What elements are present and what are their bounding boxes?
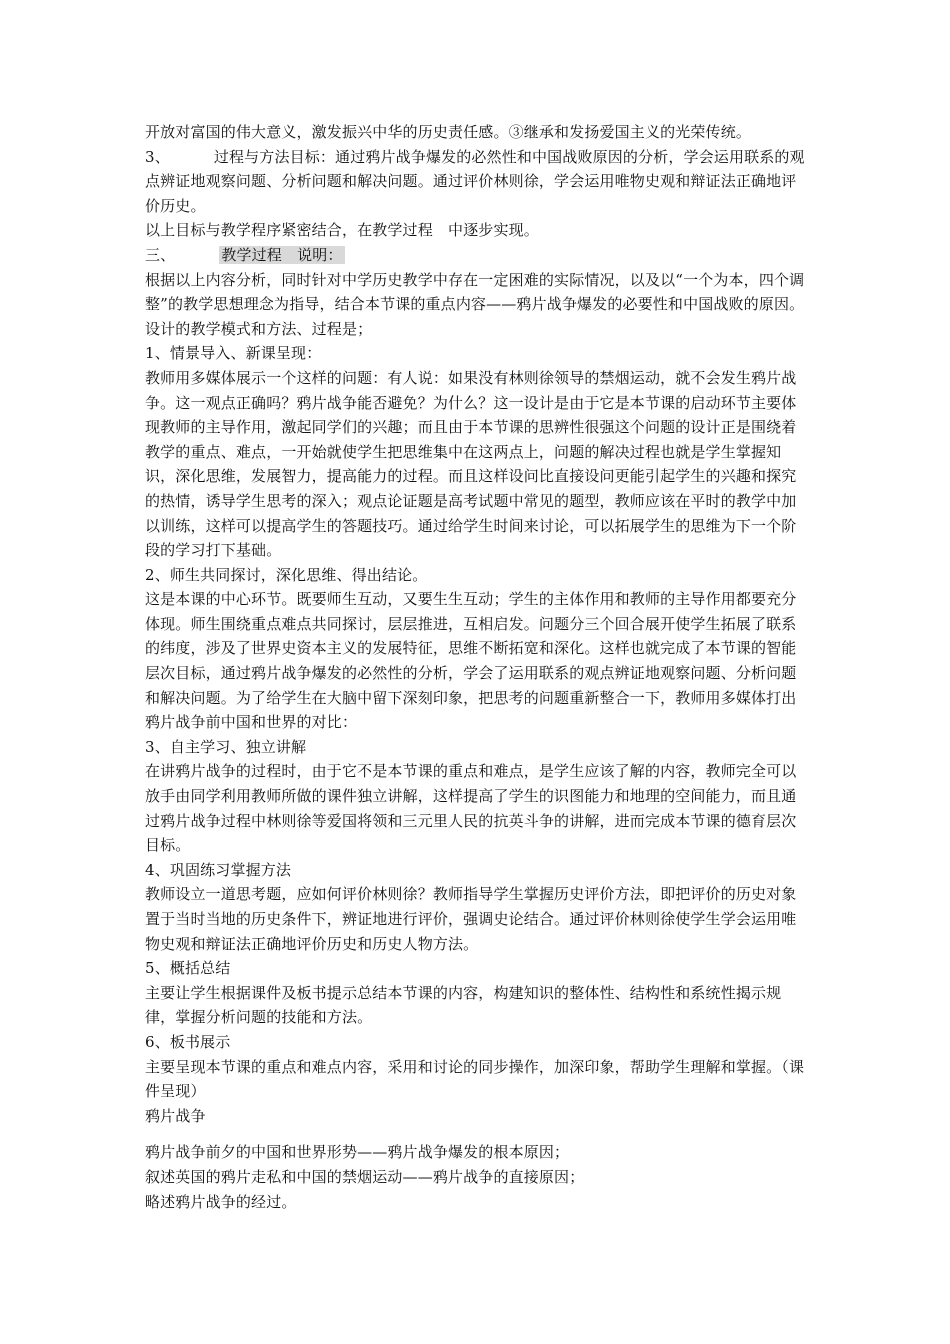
step-heading-4: 4、巩固练习掌握方法 (145, 860, 292, 879)
paragraph-step-1: 教师用多媒体展示一个这样的问题：有人说：如果没有林则徐领导的禁烟运动，就不会发生鸦片战争。这一观点正确吗？鸦片战争能否避免？为什么？这一设计是由于它是本节课的启动环节主要体现教师的主导作用，激起同学们的兴趣；而且由于本节课的思辨性很强这个问题的设计正是围绕着教学的重点、难点，一开始就使学生把思维集中在这两点上，问题的解决过程也就是学生掌握知识，深化思维，发展智力，提高能力的过程。而且这样设问比直接设问更能引起学生的兴趣和探究的热情，诱导学生思考的深入；观点论证题是高考试题中常见的题型，教师应该在平时的教学中加以训练，这样可以提高学生的答题技巧。通过给学生时间来讨论，可以拓展学生的思维为下一个阶段的学习打下基础。 (145, 368, 797, 560)
board-line-1: 鸦片战争前夕的中国和世界形势——鸦片战争爆发的根本原因； (145, 1143, 570, 1162)
item-number: 3、 (145, 147, 170, 166)
step-heading-6: 6、板书展示 (145, 1032, 231, 1051)
paragraph-step-6: 主要呈现本节课的重点和难点内容，采用和讨论的同步操作，加深印象，帮助学生理解和掌握。（课件呈现） (145, 1057, 805, 1101)
paragraph-step-5: 主要让学生根据课件及板书提示总结本节课的内容，构建知识的整体性、结构性和系统性揭示规律，掌握分析问题的技能和方法。 (145, 983, 782, 1027)
document-body (145, 120, 810, 1214)
section-heading-teaching-process (145, 243, 810, 268)
paragraph-process-method-goal (145, 145, 810, 219)
paragraph-text: 过程与方法目标：通过鸦片战争爆发的必然性和中国战败原因的分析，学会运用联系的观点辨证地观察问题、分析问题和解决问题。通过评价林则徐，学会运用唯物史观和辩证法正确地评价历史。 (145, 147, 805, 215)
spacer (145, 1128, 810, 1140)
paragraph-goal-continuation: 开放对富国的伟大意义，激发振兴中华的历史责任感。③继承和发扬爱国主义的光荣传统。 (145, 123, 752, 141)
step-heading-1: 1、情景导入、新课呈现： (145, 344, 322, 363)
paragraph-step-2: 这是本课的中心环节。既要师生互动，又要生生互动；学生的主体作用和教师的主导作用都要充分体现。师生围绕重点难点共同探讨，层层推进，互相启发。问题分三个回合展开使学生拓展了联系的纬度，涉及了世界史资本主义的发展特征，思维不断拓宽和深化。这样也就完成了本节课的智能层次目标，通过鸦片战争爆发的必然性的分析，学会了运用联系的观点辨证地观察问题、分析问题和解决问题。为了给学生在大脑中留下深刻印象，把思考的问题重新整合一下，教师用多媒体打出鸦片战争前中国和世界的对比： (145, 590, 797, 732)
board-title: 鸦片战争 (145, 1106, 206, 1125)
step-heading-3: 3、自主学习、独立讲解 (145, 737, 307, 756)
paragraph-intro: 根据以上内容分析，同时针对中学历史教学中存在一定困难的实际情况，以及以“一个为本，四个调整”的教学思想理念为指导，结合本节课的重点内容——鸦片战争爆发的必要性和中国战败的原因。设计的教学模式和方法、过程是； (145, 270, 805, 338)
board-line-2: 叙述英国的鸦片走私和中国的禁烟运动——鸦片战争的直接原因； (145, 1167, 585, 1186)
paragraph-goal-summary: 以上目标与教学程序紧密结合，在教学过程 中逐步实现。 (145, 221, 539, 240)
board-line-3: 略述鸦片战争的经过。 (145, 1192, 297, 1211)
section-number: 三、 (145, 245, 176, 264)
section-title: 教学过程 说明： (221, 245, 343, 264)
paragraph-step-3: 在讲鸦片战争的过程时，由于它不是本节课的重点和难点，是学生应该了解的内容，教师完全可以放手由同学利用教师所做的课件独立讲解，这样提高了学生的识图能力和地理的空间能力，而且通过鸦片战争过程中林则徐等爱国将领和三元里人民的抗英斗争的讲解，进而完成本节课的德育层次目标。 (145, 762, 797, 855)
step-heading-2: 2、师生共同探讨，深化思维、得出结论。 (145, 565, 428, 584)
step-heading-5: 5、概括总结 (145, 959, 231, 978)
paragraph-step-4: 教师设立一道思考题，应如何评价林则徐？教师指导学生掌握历史评价方法，即把评价的历史对象置于当时当地的历史条件下，辨证地进行评价，强调史论结合。通过评价林则徐使学生学会运用唯物史观和辩证法正确地评价历史和历史人物方法。 (145, 885, 797, 953)
